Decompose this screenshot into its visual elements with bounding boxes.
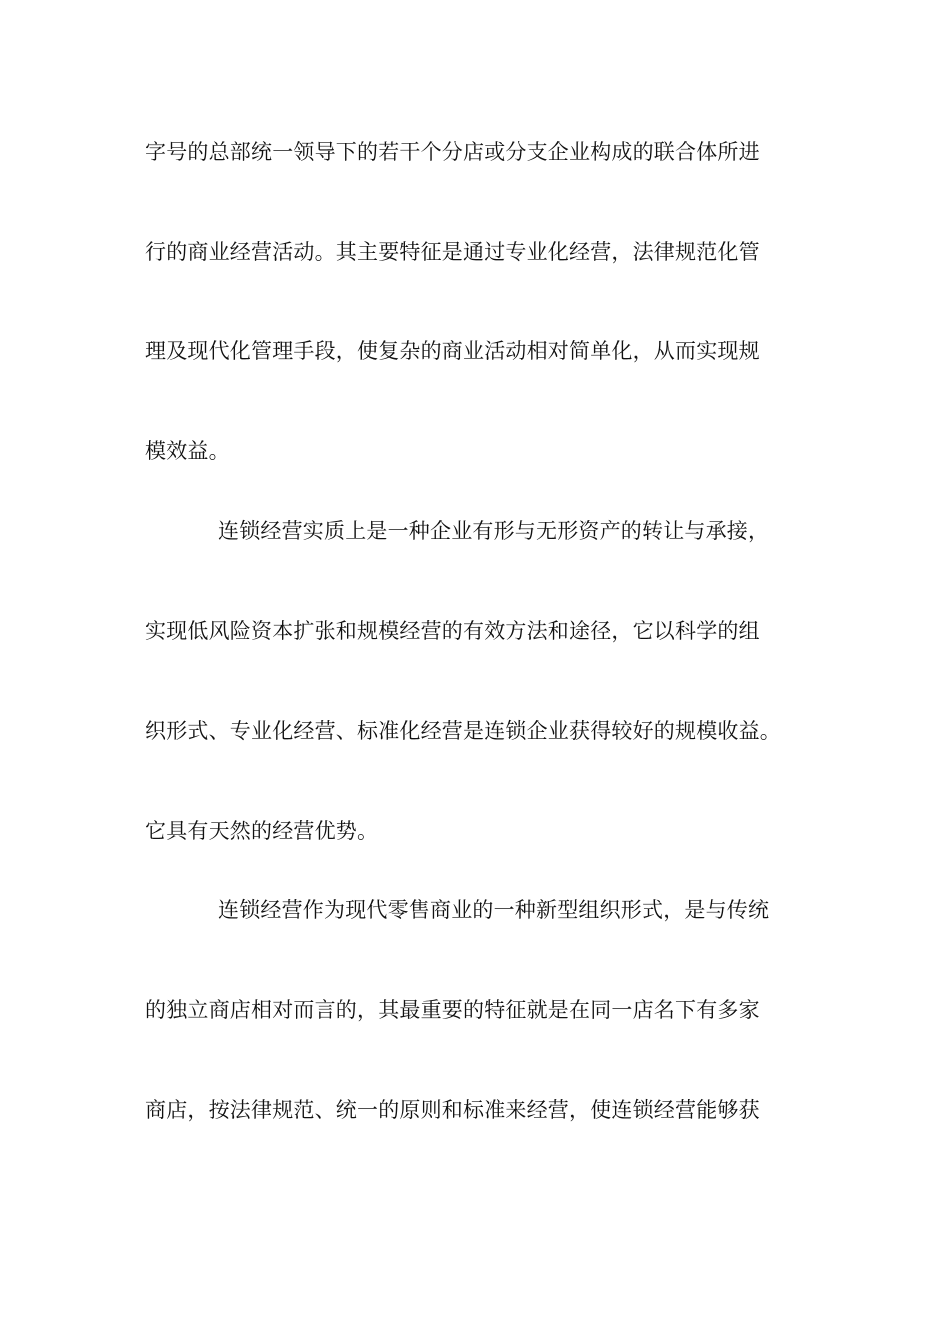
paragraph-first-line: 连锁经营作为现代零售商业的一种新型组织形式，是与传统 <box>218 898 770 922</box>
text-line: 行的商业经营活动。其主要特征是通过专业化经营，法律规范化管 <box>145 240 760 264</box>
paragraph-first-line: 连锁经营实质上是一种企业有形与无形资产的转让与承接， <box>218 519 770 543</box>
text-line: 实现低风险资本扩张和规模经营的有效方法和途径，它以科学的组 <box>145 619 760 643</box>
text-line: 它具有天然的经营优势。 <box>145 819 379 843</box>
text-line: 的独立商店相对而言的，其最重要的特征就是在同一店名下有多家 <box>145 998 760 1022</box>
text-line: 理及现代化管理手段，使复杂的商业活动相对简单化，从而实现规 <box>145 339 760 363</box>
text-line: 织形式、专业化经营、标准化经营是连锁企业获得较好的规模收益。 <box>145 719 781 743</box>
text-line: 商店，按法律规范、统一的原则和标准来经营，使连锁经营能够获 <box>145 1098 760 1122</box>
text-line: 字号的总部统一领导下的若干个分店或分支企业构成的联合体所进 <box>145 140 760 164</box>
text-line: 模效益。 <box>145 439 230 463</box>
